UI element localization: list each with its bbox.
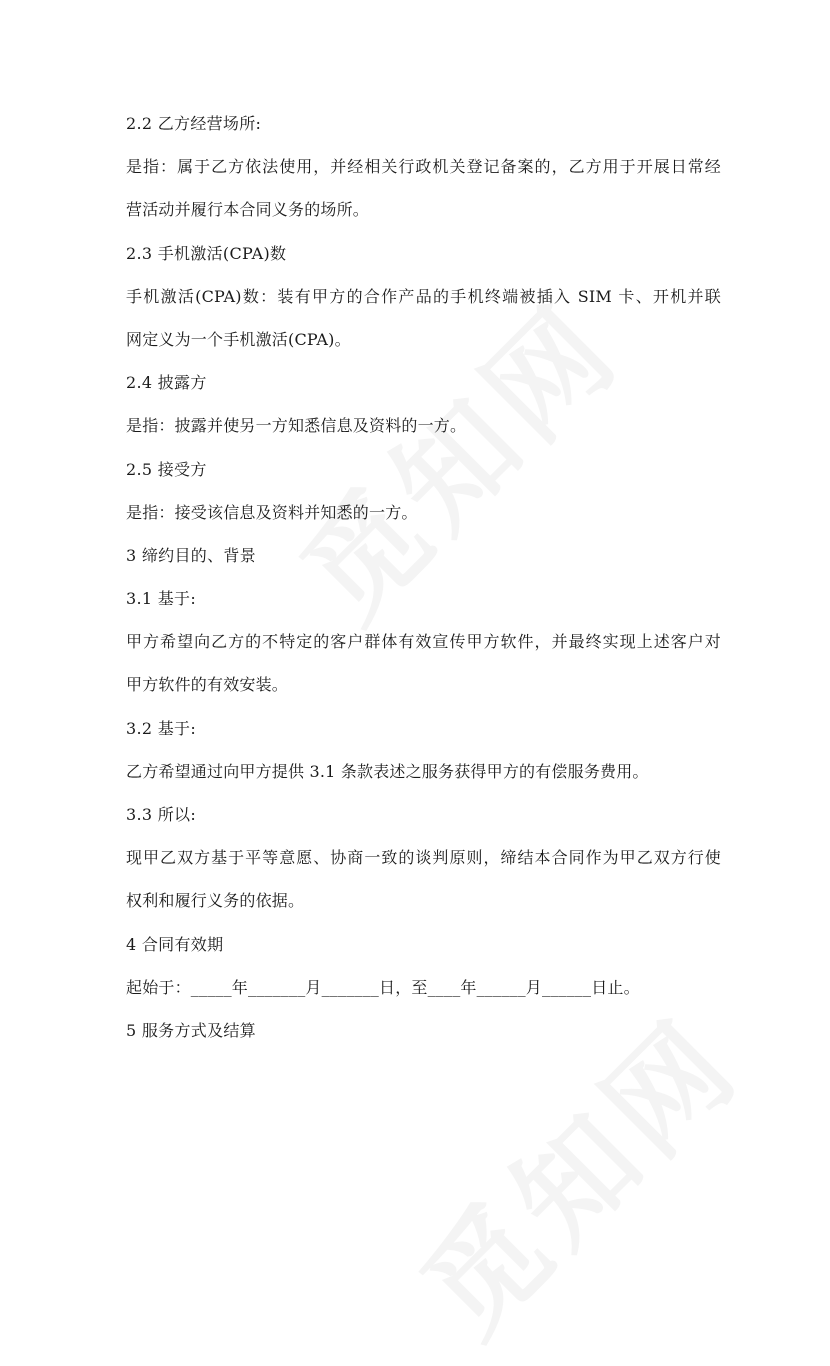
paragraph-line: 现甲乙双方基于平等意愿、协商一致的谈判原则，缔结本合同作为甲乙双方行使 xyxy=(126,848,721,868)
paragraph-line: 手机激活(CPA)数：装有甲方的合作产品的手机终端被插入 SIM 卡、开机并联 xyxy=(126,286,721,306)
section-heading-5: 5 服务方式及结算 xyxy=(126,1020,256,1040)
section-heading-3-3: 3.3 所以: xyxy=(126,805,197,824)
paragraph-line: 是指：接受该信息及资料并知悉的一方。 xyxy=(126,502,418,522)
paragraph-line: 营活动并履行本合同义务的场所。 xyxy=(126,200,370,220)
paragraph-line: 起始于：_____年_______月_______日，至____年______月______日止。 xyxy=(126,977,640,997)
section-heading-2-4: 2.4 披露方 xyxy=(126,373,207,393)
document-body xyxy=(126,102,721,1052)
paragraph-line: 甲方软件的有效安装。 xyxy=(126,675,289,695)
section-heading-3: 3 缔约目的、背景 xyxy=(126,545,256,565)
section-heading-2-3: 2.3 手机激活(CPA)数 xyxy=(126,243,287,263)
section-heading-3-1: 3.1 基于: xyxy=(126,589,197,609)
paragraph-line: 乙方希望通过向甲方提供 3.1 条款表述之服务获得甲方的有偿服务费用。 xyxy=(126,761,649,781)
section-heading-3-2: 3.2 基于: xyxy=(126,718,197,738)
paragraph-line: 是指：属于乙方依法使用，并经相关行政机关登记备案的，乙方用于开展日常经 xyxy=(126,157,721,177)
section-heading-4: 4 合同有效期 xyxy=(126,934,224,954)
paragraph-line: 甲方希望向乙方的不特定的客户群体有效宣传甲方软件，并最终实现上述客户对 xyxy=(126,632,721,652)
section-heading-2-5: 2.5 接受方 xyxy=(126,459,207,479)
section-heading-2-2: 2.2 乙方经营场所: xyxy=(126,114,262,133)
paragraph-line: 是指：披露并使另一方知悉信息及资料的一方。 xyxy=(126,416,467,436)
paragraph-line: 权利和履行义务的依据。 xyxy=(126,891,305,911)
paragraph-line: 网定义为一个手机激活(CPA)。 xyxy=(126,329,351,349)
